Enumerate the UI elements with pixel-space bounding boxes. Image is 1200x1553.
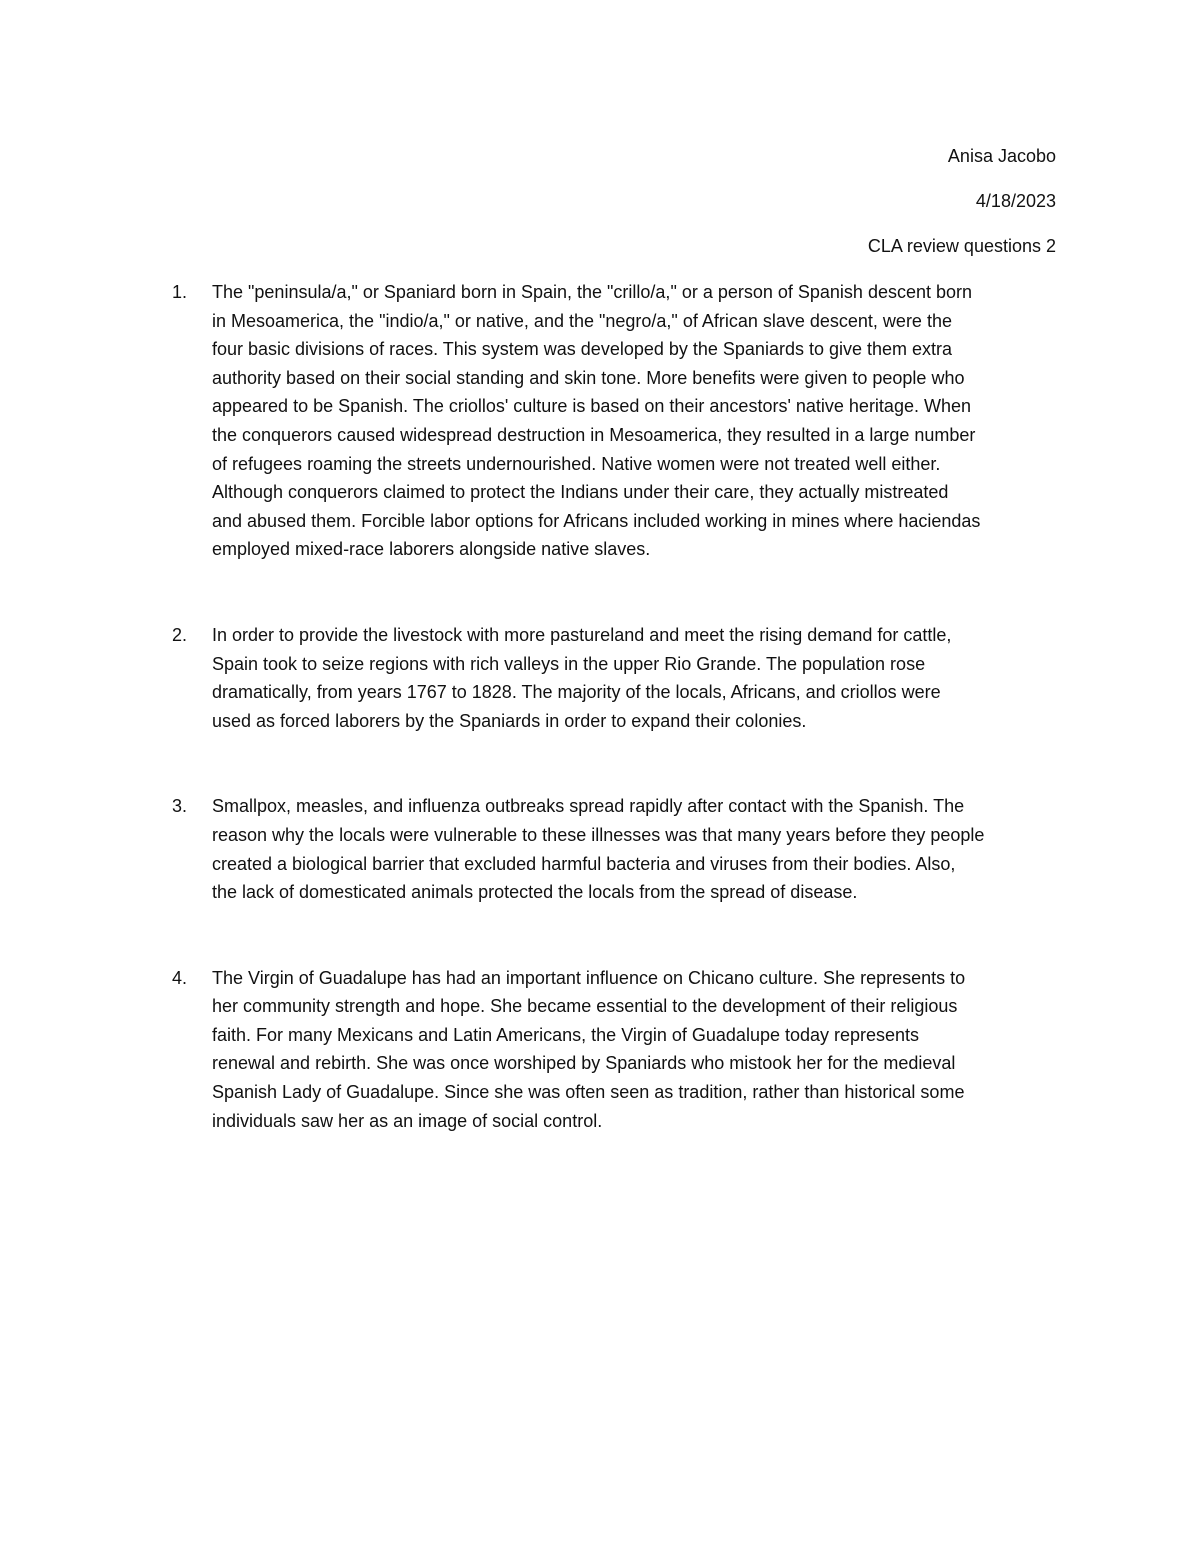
answer-item-4 xyxy=(172,964,1072,1136)
answer-number: 4. xyxy=(172,967,188,988)
answer-text-line: The Virgin of Guadalupe has had an important influence on Chicano culture. She represents to xyxy=(212,967,966,988)
answer-list xyxy=(172,278,1072,1135)
answer-text-line: renewal and rebirth. She was once worshiped by Spaniards who mistook her for the medieval xyxy=(212,1053,956,1074)
answer-text-line: and abused them. Forcible labor options for Africans included working in mines where haciendas xyxy=(212,510,981,531)
answer-text-line: authority based on their social standing and skin tone. More benefits were given to people who xyxy=(212,367,965,388)
answer-number: 3. xyxy=(172,796,188,817)
answer-text-line: created a biological barrier that excluded harmful bacteria and viruses from their bodies. Also, xyxy=(212,853,956,874)
answer-text-line: faith. For many Mexicans and Latin Americans, the Virgin of Guadalupe today represents xyxy=(212,1024,920,1045)
document-header xyxy=(868,146,1056,281)
answer-text-line: in Mesoamerica, the "indio/a," or native, and the "negro/a," of African slave descent, were the xyxy=(212,310,952,331)
answer-text-line: dramatically, from years 1767 to 1828. The majority of the locals, Africans, and criollos were xyxy=(212,682,941,703)
answer-text-line: her community strength and hope. She became essential to the development of their religious xyxy=(212,996,958,1017)
answer-text-line: Although conquerors claimed to protect the Indians under their care, they actually mistreated xyxy=(212,482,949,503)
document-date: 4/18/2023 xyxy=(975,191,1056,211)
document-title: CLA review questions 2 xyxy=(867,236,1056,256)
answer-item-2 xyxy=(172,621,1072,735)
answer-text-line: reason why the locals were vulnerable to these illnesses was that many years before they people xyxy=(212,824,985,845)
answer-number: 2. xyxy=(172,624,188,645)
answer-text-line: In order to provide the livestock with more pastureland and meet the rising demand for cattle, xyxy=(212,624,952,645)
answer-item-1 xyxy=(172,278,1072,564)
answer-text-line: appeared to be Spanish. The criollos' culture is based on their ancestors' native heritage. When xyxy=(212,396,971,417)
answer-text-line: employed mixed-race laborers alongside native slaves. xyxy=(212,539,651,560)
answer-number: 1. xyxy=(172,282,188,302)
answer-text-line: individuals saw her as an image of social control. xyxy=(212,1110,603,1131)
answer-text-line: the conquerors caused widespread destruction in Mesoamerica, they resulted in a large number xyxy=(212,424,976,445)
answer-text-line: four basic divisions of races. This system was developed by the Spaniards to give them extra xyxy=(212,339,953,360)
author-name: Anisa Jacobo xyxy=(947,146,1056,166)
answer-text-line: the lack of domesticated animals protected the locals from the spread of disease. xyxy=(212,882,858,903)
answer-text-line: Spanish Lady of Guadalupe. Since she was often seen as tradition, rather than historical some xyxy=(212,1082,965,1103)
answer-text-line: Spain took to seize regions with rich valleys in the upper Rio Grande. The population rose xyxy=(212,653,926,674)
answer-text-line: The "peninsula/a," or Spaniard born in Spain, the "crillo/a," or a person of Spanish descent born xyxy=(212,282,973,302)
answer-text-line: of refugees roaming the streets undernourished. Native women were not treated well either. xyxy=(212,453,941,474)
answer-item-3 xyxy=(172,792,1072,906)
answer-text-line: used as forced laborers by the Spaniards in order to expand their colonies. xyxy=(212,710,807,731)
answer-text-line: Smallpox, measles, and influenza outbreaks spread rapidly after contact with the Spanish. The xyxy=(212,796,965,817)
